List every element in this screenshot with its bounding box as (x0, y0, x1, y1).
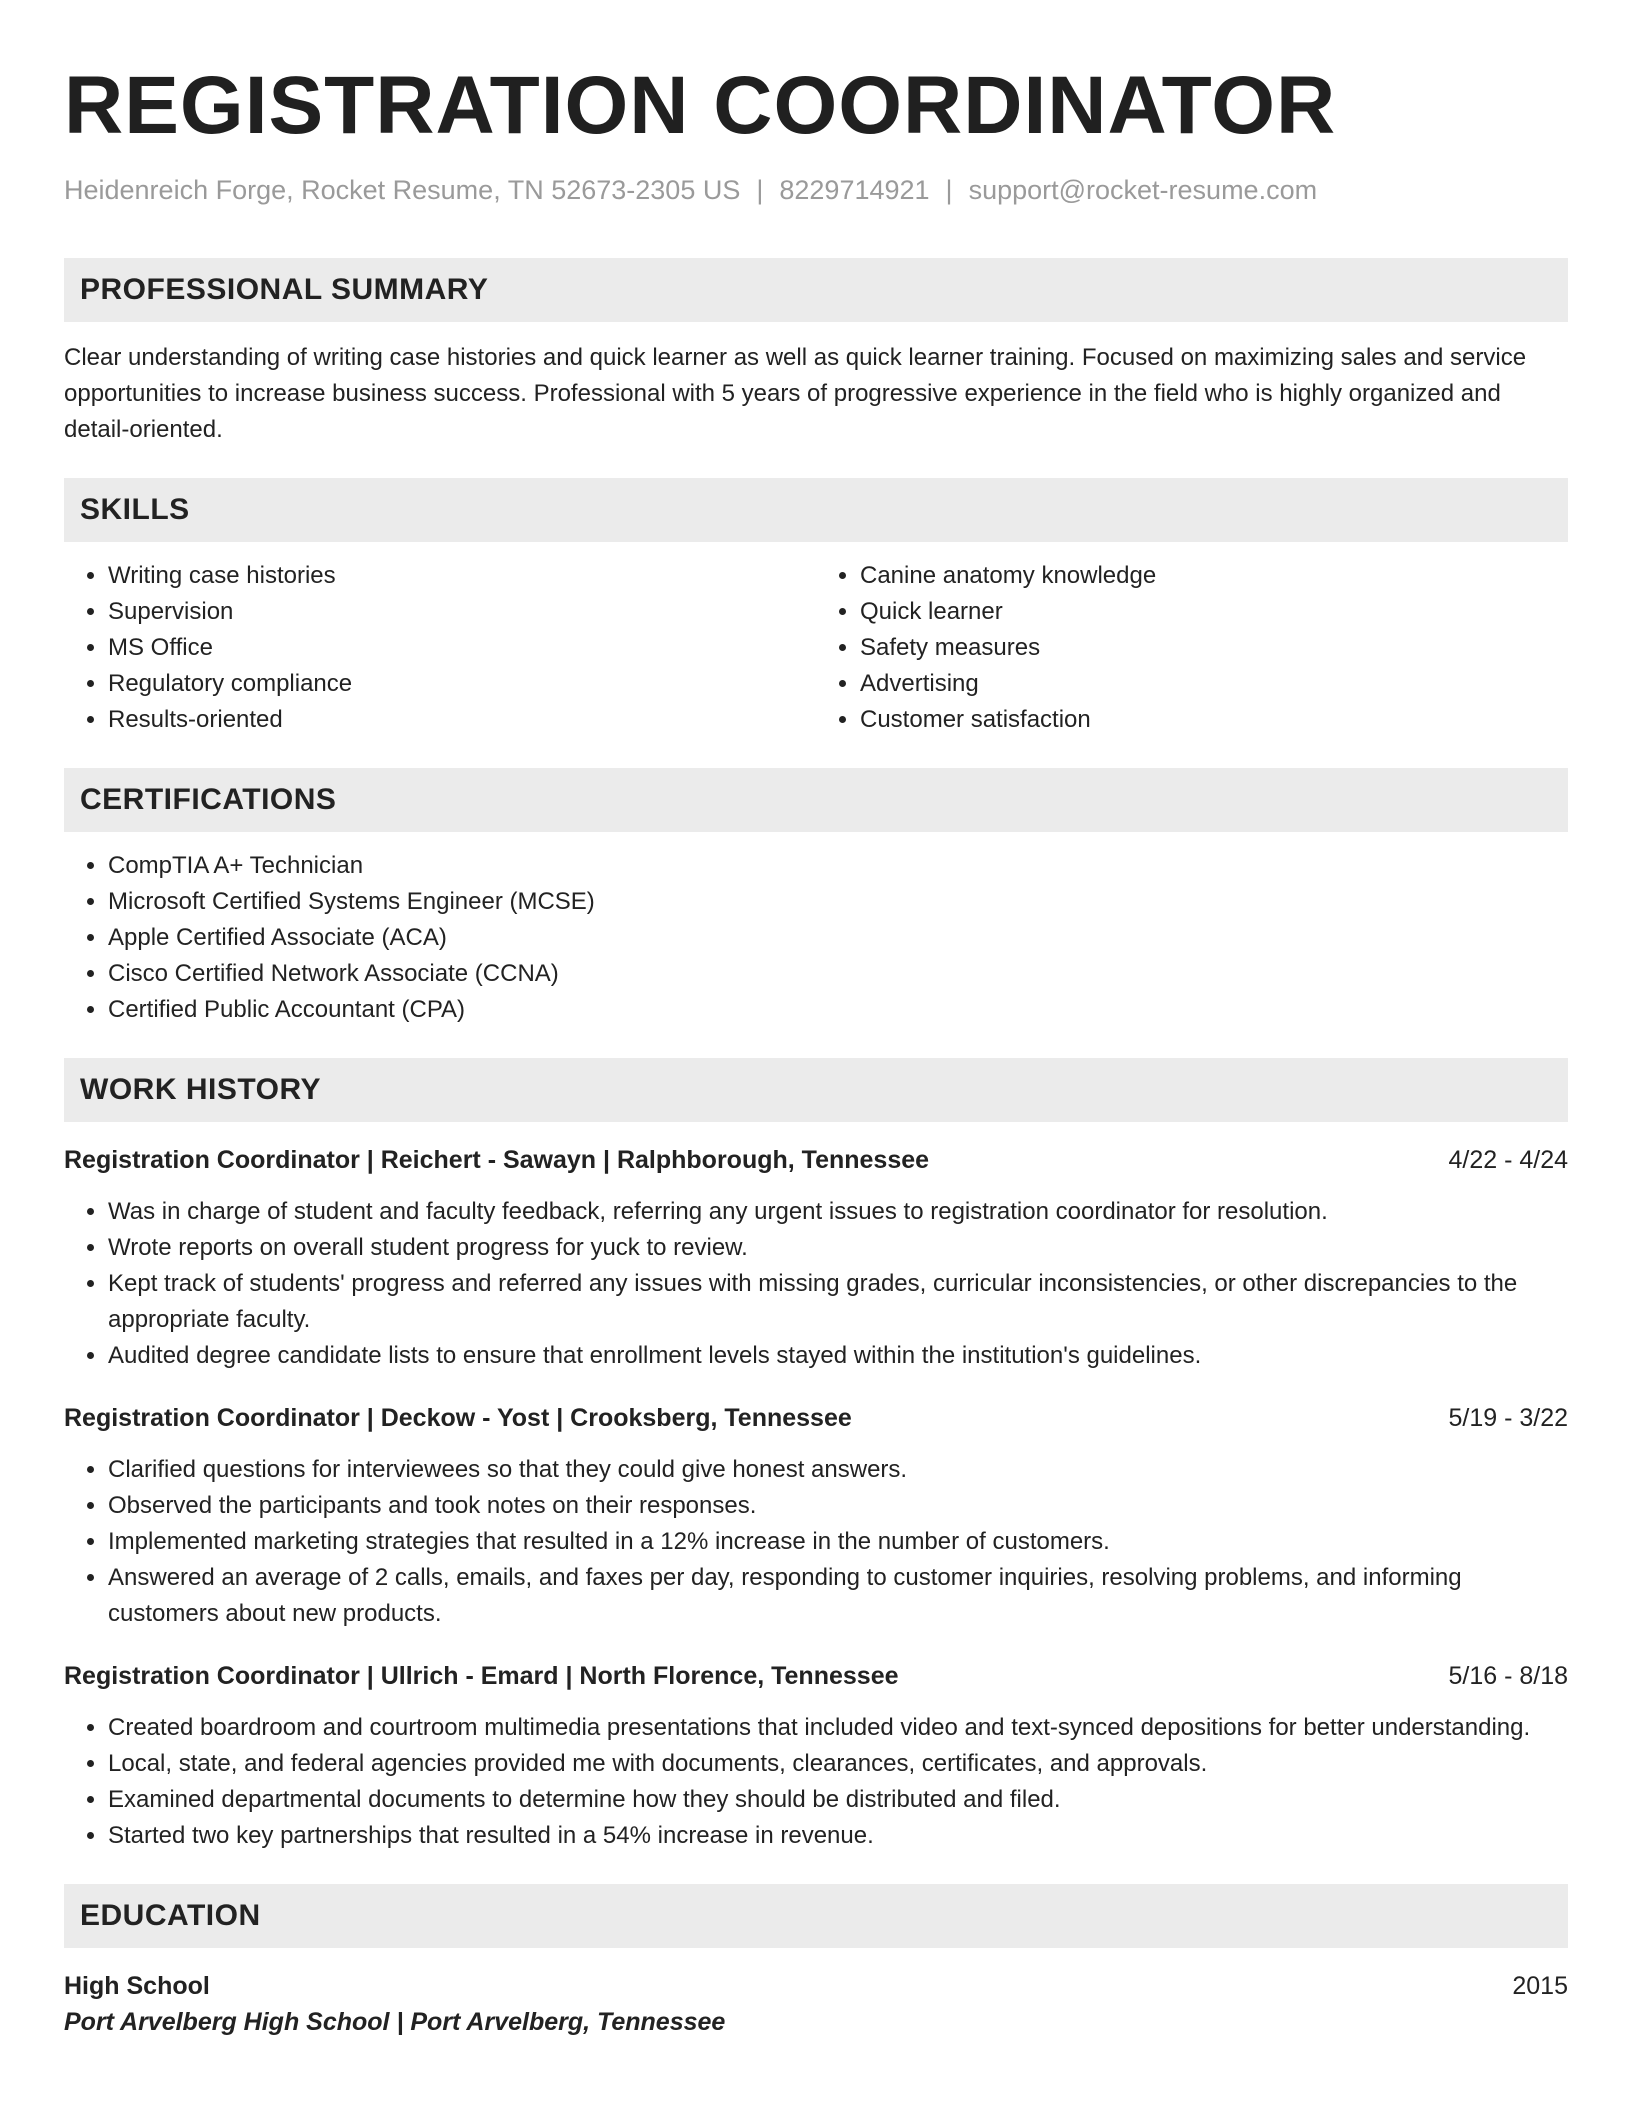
job-header (64, 1400, 1568, 1436)
job-bullet: • Clarified questions for interviewees so that they could give honest answers. (108, 1452, 1568, 1488)
skills-list (64, 558, 1568, 738)
skill-item: • Results-oriented (108, 702, 816, 738)
skill-item: • Canine anatomy knowledge (860, 558, 1568, 594)
job-header (64, 1658, 1568, 1694)
section-header-certifications: CERTIFICATIONS (64, 768, 1568, 832)
skills-column-right (816, 558, 1568, 738)
job-bullet: • Answered an average of 2 calls, emails, and faxes per day, responding to customer inquiries, resolving problems, and informing customers about new products. (108, 1560, 1568, 1632)
certifications-list (64, 848, 1568, 1028)
section-header-skills: SKILLS (64, 478, 1568, 542)
job-entry (64, 1658, 1568, 1854)
certification-item: • Apple Certified Associate (ACA) (108, 920, 1568, 956)
certification-item: • Cisco Certified Network Associate (CCNA) (108, 956, 1568, 992)
contact-address: Heidenreich Forge, Rocket Resume, TN 52673-2305 US (64, 175, 741, 205)
skill-item: • MS Office (108, 630, 816, 666)
job-bullet: • Audited degree candidate lists to ensure that enrollment levels stayed within the institution's guidelines. (108, 1338, 1568, 1374)
job-bullets (64, 1452, 1568, 1632)
skill-item: • Writing case histories (108, 558, 816, 594)
job-dates: 5/16 - 8/18 (1448, 1662, 1568, 1690)
job-bullet: • Started two key partnerships that resulted in a 54% increase in revenue. (108, 1818, 1568, 1854)
certification-item: • CompTIA A+ Technician (108, 848, 1568, 884)
job-bullets (64, 1710, 1568, 1854)
skill-item: • Quick learner (860, 594, 1568, 630)
skills-column-left (64, 558, 816, 738)
job-bullet: • Created boardroom and courtroom multimedia presentations that included video and text-synced depositions for better understanding. (108, 1710, 1568, 1746)
job-dates: 5/19 - 3/22 (1448, 1404, 1568, 1432)
job-bullets (64, 1194, 1568, 1374)
job-bullet: • Examined departmental documents to determine how they should be distributed and filed. (108, 1782, 1568, 1818)
job-bullet: • Observed the participants and took notes on their responses. (108, 1488, 1568, 1524)
job-entry (64, 1142, 1568, 1374)
contact-separator: | (756, 175, 764, 205)
contact-separator: | (945, 175, 953, 205)
job-bullet: • Implemented marketing strategies that resulted in a 12% increase in the number of customers. (108, 1524, 1568, 1560)
job-title: Registration Coordinator | Ullrich - Emard | North Florence, Tennessee (64, 1662, 899, 1690)
skill-item: • Advertising (860, 666, 1568, 702)
section-header-education: EDUCATION (64, 1884, 1568, 1948)
summary-text: Clear understanding of writing case histories and quick learner as well as quick learner training. Focused on maximizing sales and service opportunities to increase business success. Professional with 5 years of progressive experience in the field who is highly organized and detail-oriented. (64, 344, 1527, 443)
job-bullet: • Local, state, and federal agencies provided me with documents, clearances, certificates, and approvals. (108, 1746, 1568, 1782)
skill-item: • Customer satisfaction (860, 702, 1568, 738)
resume-name: REGISTRATION COORDINATOR (64, 60, 1337, 151)
job-title: Registration Coordinator | Reichert - Sawayn | Ralphborough, Tennessee (64, 1146, 930, 1174)
education-header (64, 1968, 1568, 2004)
section-header-summary: PROFESSIONAL SUMMARY (64, 258, 1568, 322)
job-bullet: • Kept track of students' progress and referred any issues with missing grades, curricular inconsistencies, or other discrepancies to the appropriate faculty. (108, 1266, 1568, 1338)
contact-phone: 8229714921 (779, 175, 930, 205)
job-header (64, 1142, 1568, 1178)
job-bullet: • Was in charge of student and faculty feedback, referring any urgent issues to registration coordinator for resolution. (108, 1194, 1568, 1230)
job-title: Registration Coordinator | Deckow - Yost | Crooksberg, Tennessee (64, 1404, 852, 1432)
job-dates: 4/22 - 4/24 (1448, 1146, 1568, 1174)
education-year: 2015 (1512, 1972, 1568, 2000)
job-bullet: • Wrote reports on overall student progress for yuck to review. (108, 1230, 1568, 1266)
contact-email: support@rocket-resume.com (968, 175, 1318, 205)
section-header-work-history: WORK HISTORY (64, 1058, 1568, 1122)
skill-item: • Safety measures (860, 630, 1568, 666)
job-entry (64, 1400, 1568, 1632)
skill-item: • Regulatory compliance (108, 666, 816, 702)
education-school: Port Arvelberg High School | Port Arvelberg, Tennessee (64, 2008, 726, 2036)
certification-item: • Microsoft Certified Systems Engineer (MCSE) (108, 884, 1568, 920)
skill-item: • Supervision (108, 594, 816, 630)
contact-line (64, 172, 1568, 208)
education-degree: High School (64, 1972, 210, 2000)
certification-item: • Certified Public Accountant (CPA) (108, 992, 1568, 1028)
